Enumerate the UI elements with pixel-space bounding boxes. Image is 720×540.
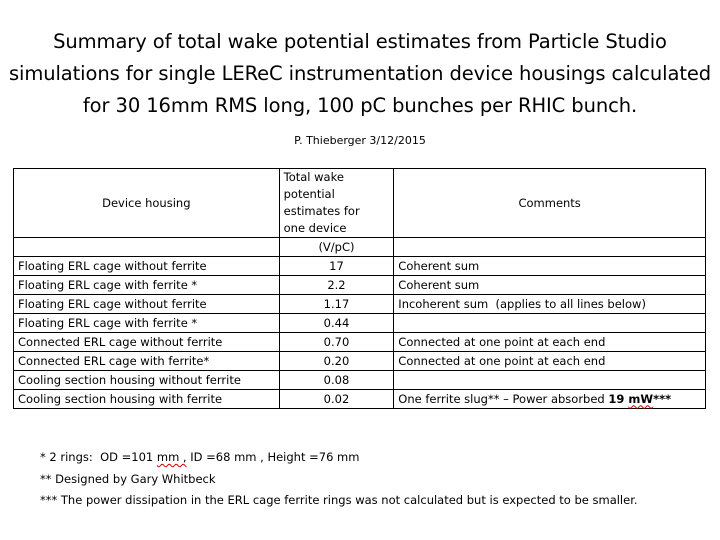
footnote-text: ID =68 mm , Height =76 mm [186, 450, 360, 464]
value-cell: 17 [279, 257, 394, 276]
header-device-housing: Device housing [14, 169, 280, 238]
title-line-2: simulations for single LEReC instrumentation device housings calculated [8, 62, 712, 85]
value-cell: 0.70 [279, 333, 394, 352]
table-row [14, 276, 706, 295]
footnote-ring-dimensions [40, 447, 638, 469]
comment-cell: Connected at one point at each end [394, 333, 706, 352]
table-row [14, 390, 706, 409]
header-total-wake [279, 169, 394, 238]
units-row [14, 238, 706, 257]
power-number: 19 [608, 391, 629, 406]
footnote-designer: ** Designed by Gary Whitbeck [40, 471, 216, 486]
footnote-power-dissipation: *** The power dissipation in the ERL cage ferrite rings was not calculated but is expected to be smaller. [40, 493, 638, 507]
header-wake-line: estimates for [283, 204, 360, 218]
device-cell: Floating ERL cage without ferrite [14, 295, 280, 314]
footnotes [40, 447, 638, 512]
device-cell: Cooling section housing without ferrite [14, 371, 280, 390]
table-row [14, 371, 706, 390]
value-cell: 0.02 [279, 390, 394, 409]
header-wake-line: one device [283, 221, 347, 235]
header-wake-line: Total wake [283, 170, 344, 184]
power-absorbed-value [608, 392, 671, 406]
comment-cell: Connected at one point at each end [394, 352, 706, 371]
units-cell-empty [14, 238, 280, 257]
units-cell-empty [394, 238, 706, 257]
comment-cell: Coherent sum [394, 257, 706, 276]
power-unit: mW [628, 391, 654, 406]
power-stars: *** [653, 391, 672, 406]
value-cell: 0.44 [279, 314, 394, 333]
table-row [14, 257, 706, 276]
device-cell: Floating ERL cage without ferrite [14, 257, 280, 276]
table-row [14, 314, 706, 333]
title-line-3: for 30 16mm RMS long, 100 pC bunches per RHIC bunch. [82, 94, 638, 117]
table-row [14, 295, 706, 314]
table-row [14, 352, 706, 371]
device-cell: Connected ERL cage without ferrite [14, 333, 280, 352]
device-cell: Cooling section housing with ferrite [14, 390, 280, 409]
value-cell: 0.08 [279, 371, 394, 390]
device-cell: Floating ERL cage with ferrite * [14, 276, 280, 295]
comment-cell: Coherent sum [394, 276, 706, 295]
device-cell: Connected ERL cage with ferrite* [14, 352, 280, 371]
comment-text: One ferrite slug** – Power absorbed [398, 391, 609, 406]
value-cell: 0.20 [279, 352, 394, 371]
units-cell: (V/pC) [279, 238, 394, 257]
value-cell: 2.2 [279, 276, 394, 295]
device-cell: Floating ERL cage with ferrite * [14, 314, 280, 333]
footnote-mm: mm , [156, 450, 187, 464]
title-line-1: Summary of total wake potential estimates from Particle Studio [53, 30, 667, 53]
page-title [0, 26, 720, 122]
wake-potential-table [13, 168, 706, 409]
table-header-row [14, 169, 706, 238]
header-wake-line: potential [283, 187, 335, 201]
header-comments: Comments [394, 169, 706, 238]
comment-cell [394, 314, 706, 333]
value-cell: 1.17 [279, 295, 394, 314]
table-row [14, 333, 706, 352]
comment-cell: Incoherent sum (applies to all lines below) [394, 295, 706, 314]
comment-cell [394, 390, 706, 409]
author-date: P. Thieberger 3/12/2015 [294, 134, 426, 147]
footnote-text: * 2 rings: OD =101 [40, 450, 157, 464]
comment-cell [394, 371, 706, 390]
